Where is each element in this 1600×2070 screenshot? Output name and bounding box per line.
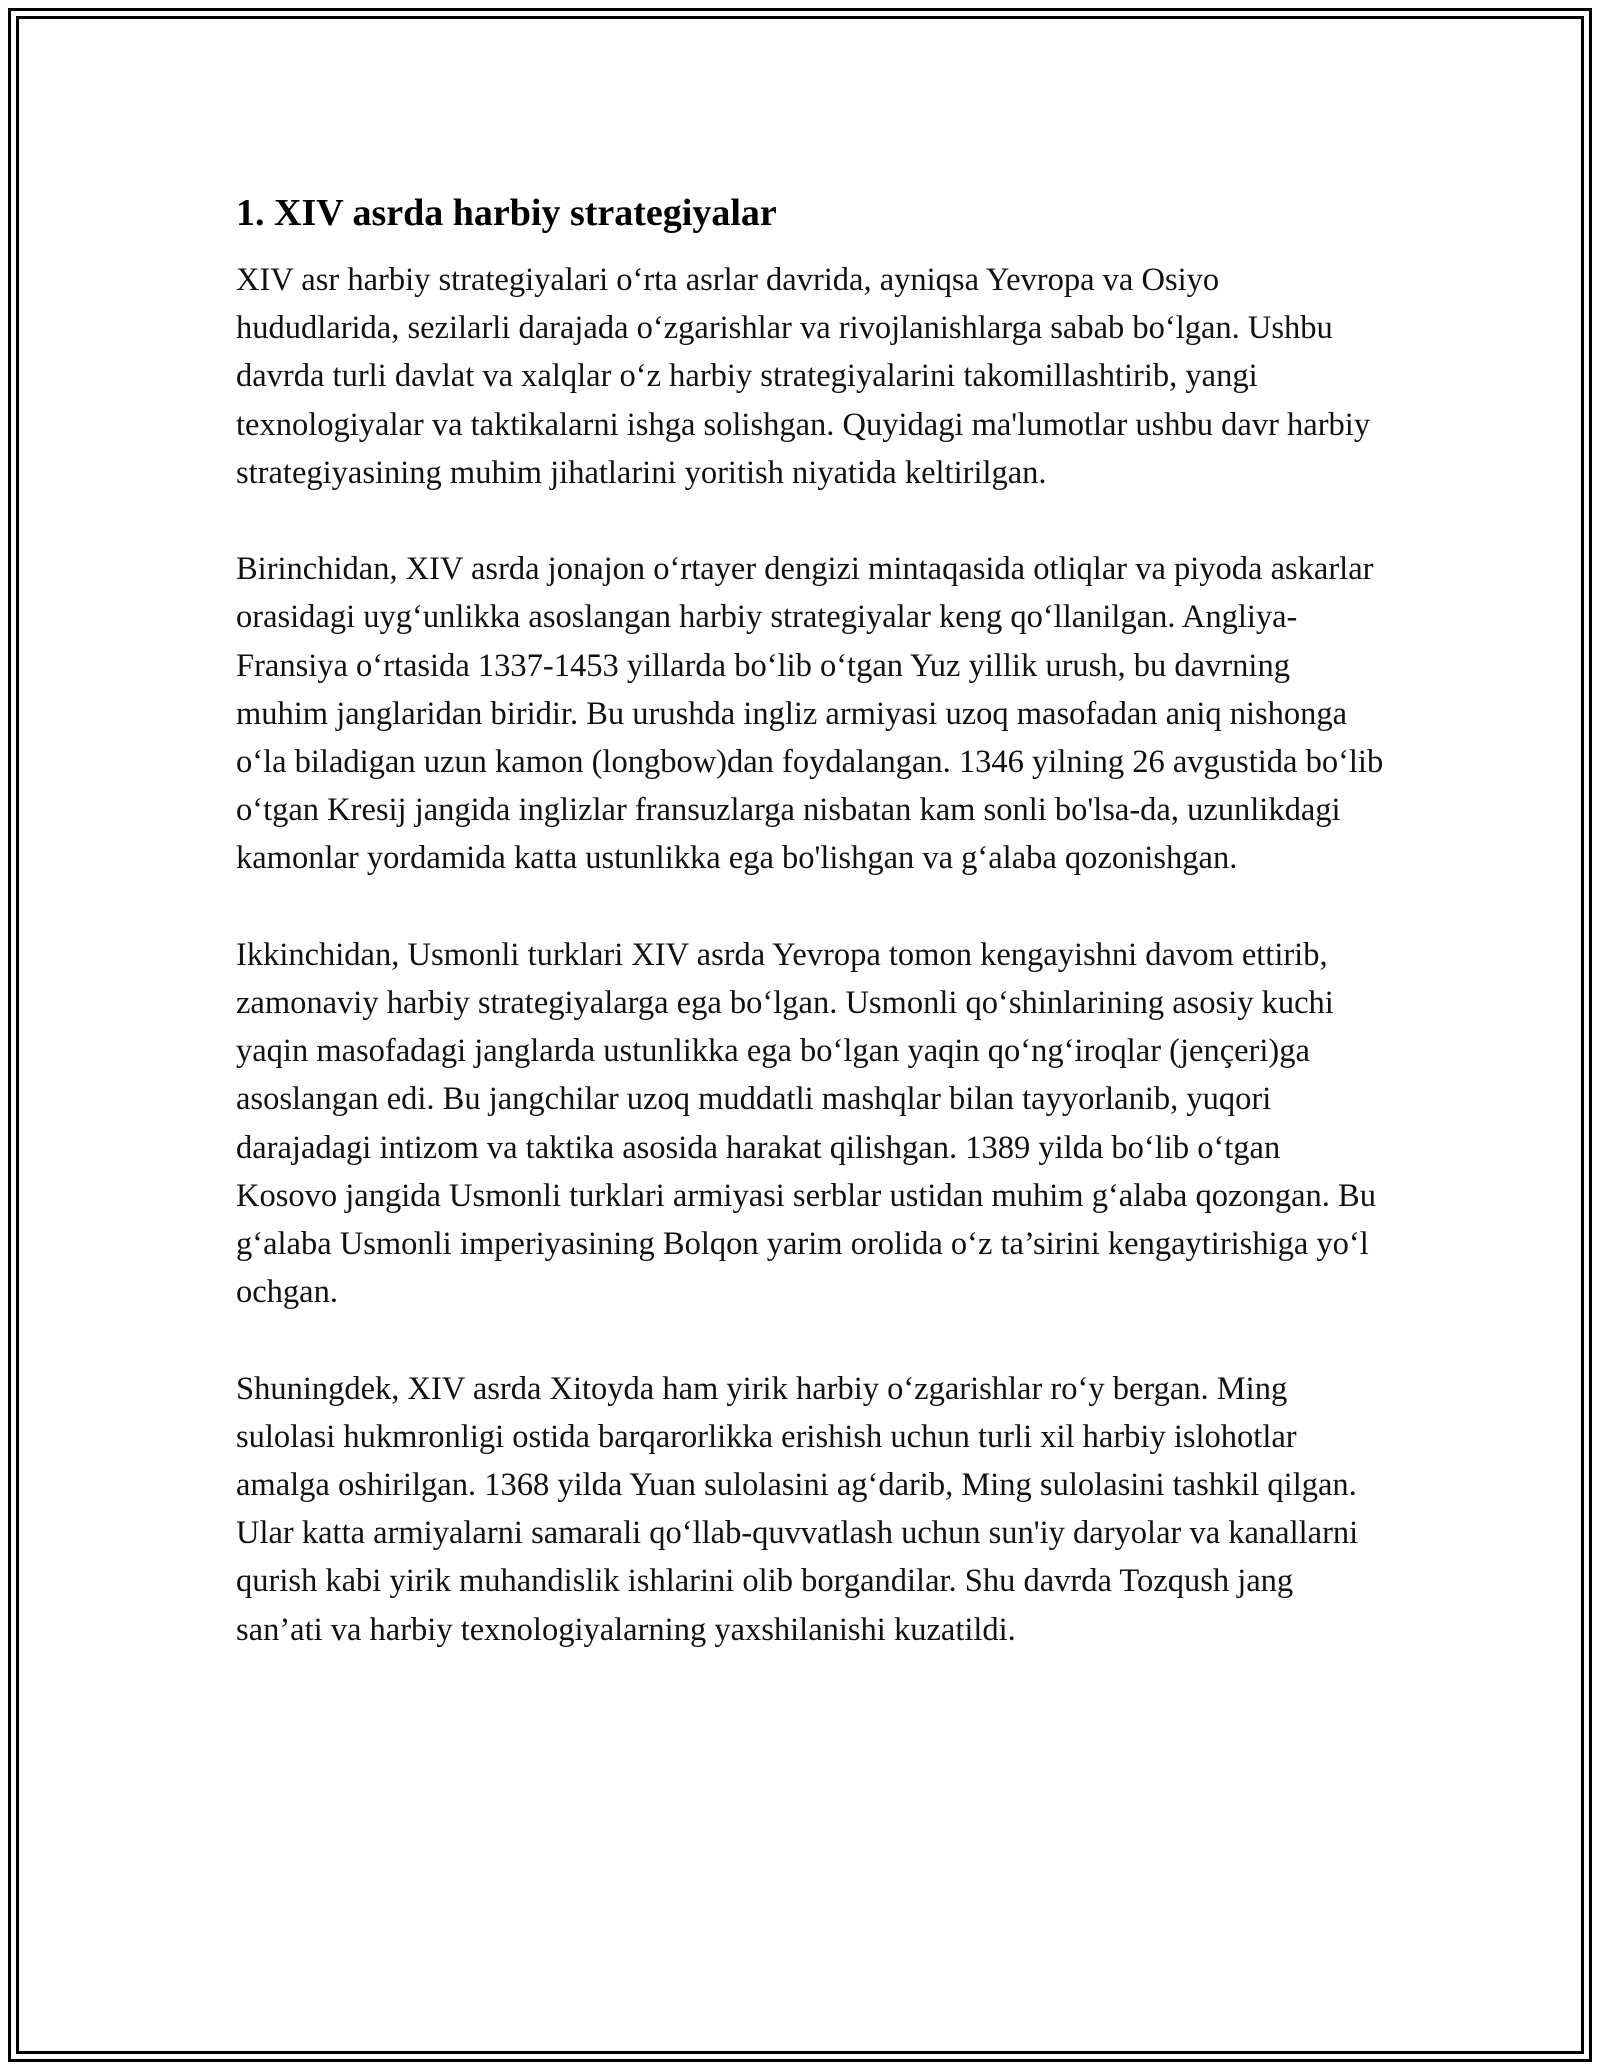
paragraph-second: Ikkinchidan, Usmonli turklari XIV asrda Yevropa tomon kengayishni davom ettirib, zamonaviy harbiy strategiyalarga ega bo‘lgan. Usmonli qo‘shinlarining asosiy kuchi yaqin masofadagi janglarda ustunlikka ega bo‘lgan yaqin qo‘ng‘iroqlar (jençeri)ga asoslangan edi. Bu jangchilar uzoq muddatli mashqlar bilan tayyorlanib, yuqori darajadagi intizom va taktika asosida harakat qilishgan. 1389 yilda bo‘lib o‘tgan Kosovo jangida Usmonli turklari armiyasi serblar ustidan muhim g‘alaba qozongan. Bu g‘alaba Usmonli imperiyasining Bolqon yarim orolida o‘z ta’sirini kengaytirishiga yo‘l ochgan. [236,936,1376,1311]
document-title: 1. XIV asrda harbiy strategiyalar [236,192,777,234]
paragraph-intro: XIV asr harbiy strategiyalari o‘rta asrlar davrida, ayniqsa Yevropa va Osiyo hududlarida, sezilarli darajada o‘zgarishlar va rivojlanishlarga sabab bo‘lgan. Ushbu davrda turli davlat va xalqlar o‘z harbiy strategiyalarini takomillashtirib, yangi texnologiyalar va taktikalarni ishga solishgan. Quyidagi ma'lumotlar ushbu davr harbiy strategiyasining muhim jihatlarini yoritish niyatida keltirilgan. [236,262,1371,491]
paragraph-first: Birinchidan, XIV asrda jonajon o‘rtayer dengizi mintaqasida otliqlar va piyoda askarlar orasidagi uyg‘unlikka asoslangan harbiy strategiyalar keng qo‘llanilgan. Angliya-Fransiya o‘rtasida 1337-1453 yillarda bo‘lib o‘tgan Yuz yillik urush, bu davrning muhim janglaridan biridir. Bu urushda ingliz armiyasi uzoq masofadan aniq nishonga o‘la biladigan uzun kamon (longbow)dan foydalangan. 1346 yilning 26 avgustida bo‘lib o‘tgan Kresij jangida inglizlar fransuzlarga nisbatan kam sonli bo'lsa-da, uzunlikdagi kamonlar yordamida katta ustunlikka ega bo'lishgan va g‘alaba qozonishgan. [236,551,1384,877]
paragraph-china: Shuningdek, XIV asrda Xitoyda ham yirik harbiy o‘zgarishlar ro‘y bergan. Ming sulolasi hukmronligi ostida barqarorlikka erishish uchun turli xil harbiy islohotlar amalga oshirilgan. 1368 yilda Yuan sulolasini ag‘darib, Ming sulolasini tashkil qilgan. Ular katta armiyalarni samarali qo‘llab-quvvatlash uchun sun'iy daryolar va kanallarni qurish kabi yirik muhandislik ishlarini olib borgandilar. Shu davrda Tozqush jang san’ati va harbiy texnologiyalarning yaxshilanishi kuzatildi. [236,1370,1359,1648]
document-body [236,190,1386,1702]
